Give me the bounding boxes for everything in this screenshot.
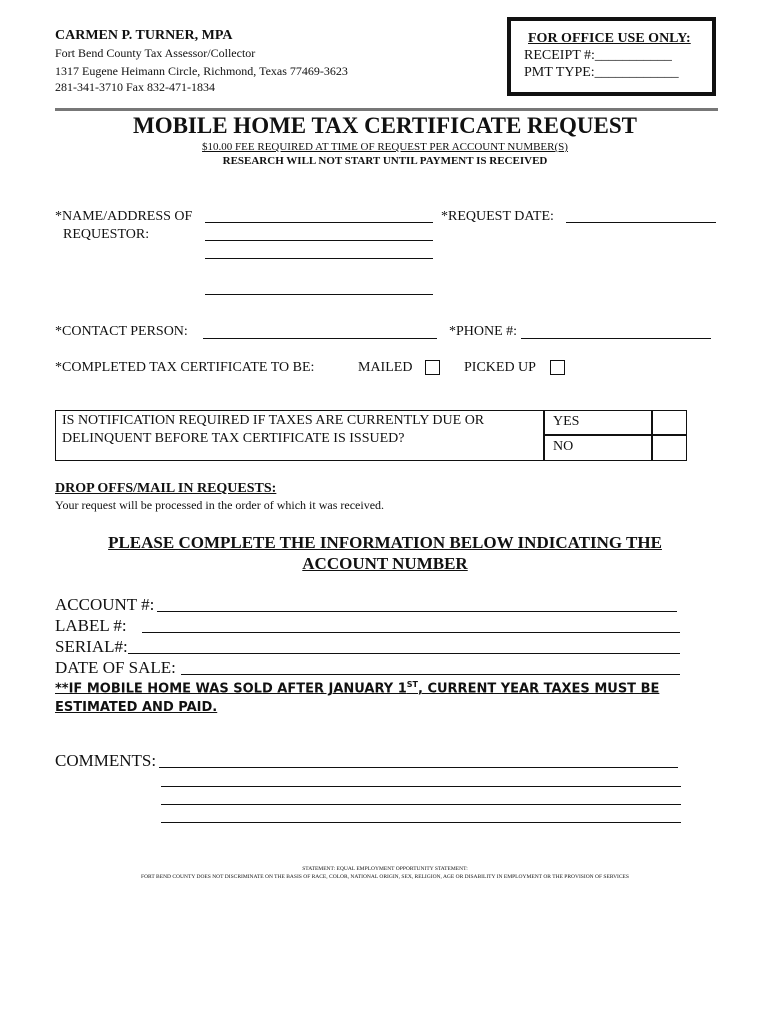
tax-warning-superscript: ST (406, 680, 418, 689)
comments-field-3[interactable] (161, 804, 681, 805)
account-number-field[interactable] (157, 611, 677, 612)
request-date-field[interactable] (566, 222, 716, 223)
receipt-label: RECEIPT #: (524, 48, 595, 63)
account-section-heading-1: PLEASE COMPLETE THE INFORMATION BELOW INDICATING THE (108, 533, 662, 552)
comments-field-1[interactable] (159, 767, 678, 768)
office-address: 1317 Eugene Heimann Circle, Richmond, Texas 77469-3623 (55, 64, 348, 78)
name-address-field-4[interactable] (205, 294, 433, 295)
contact-person-field[interactable] (203, 338, 437, 339)
tax-warning-line2: ESTIMATED AND PAID. (55, 700, 218, 715)
assessor-name: CARMEN P. TURNER, MPA (55, 28, 233, 43)
notification-question-cell (55, 410, 545, 461)
phone-label: *PHONE #: (449, 324, 518, 339)
completed-certificate-label: *COMPLETED TAX CERTIFICATE TO BE: (55, 360, 315, 375)
tax-warning-line1 (55, 680, 659, 696)
date-of-sale-label: DATE OF SALE: (55, 658, 176, 677)
label-number-label: LABEL #: (55, 616, 127, 635)
pmt-type-label: PMT TYPE: (524, 65, 595, 80)
no-label: NO (553, 439, 574, 454)
picked-up-checkbox[interactable] (550, 360, 565, 375)
name-address-field-2[interactable] (205, 240, 433, 241)
comments-field-4[interactable] (161, 822, 681, 823)
name-address-field-1[interactable] (205, 222, 433, 223)
form-title: MOBILE HOME TAX CERTIFICATE REQUEST (132, 113, 637, 138)
no-checkbox-cell[interactable] (651, 434, 687, 461)
eeo-statement-text: FORT BEND COUNTY DOES NOT DISCRIMINATE ON THE BASIS OF RACE, COLOR, NATIONAL ORIGIN, SEX, RELIGION, AGE OR DISABILITY IN EMPLOYMENT OR THE PROVISION OF SERVICES (141, 874, 629, 880)
notification-question-line2: DELINQUENT BEFORE TAX CERTIFICATE IS ISSUED? (62, 431, 405, 446)
mailed-label: MAILED (358, 360, 413, 375)
comments-label: COMMENTS: (55, 751, 157, 770)
picked-up-label: PICKED UP (464, 360, 536, 375)
receipt-blank: ___________ (594, 48, 672, 63)
name-address-field-3[interactable] (205, 258, 433, 259)
name-address-label: *NAME/ADDRESS OF (55, 209, 193, 224)
tax-warning-part1: **IF MOBILE HOME WAS SOLD AFTER JANUARY 1 (55, 681, 407, 697)
date-of-sale-field[interactable] (181, 674, 680, 675)
request-date-label: *REQUEST DATE: (441, 209, 554, 224)
serial-number-field[interactable] (128, 653, 680, 654)
yes-checkbox-cell[interactable] (651, 410, 687, 436)
label-number-field[interactable] (142, 632, 680, 633)
pmt-type-field[interactable] (524, 65, 679, 81)
mailed-checkbox[interactable] (425, 360, 440, 375)
contact-person-label: *CONTACT PERSON: (55, 324, 188, 339)
receipt-field[interactable] (524, 48, 672, 64)
yes-label-cell (543, 410, 653, 436)
yes-label: YES (553, 414, 580, 429)
header-divider (55, 108, 718, 111)
office-phones: 281-341-3710 Fax 832-471-1834 (55, 80, 215, 94)
fee-note: $10.00 FEE REQUIRED AT TIME OF REQUEST PER ACCOUNT NUMBER(S) (202, 141, 568, 153)
research-note: RESEARCH WILL NOT START UNTIL PAYMENT IS RECEIVED (222, 155, 548, 167)
office-title: Fort Bend County Tax Assessor/Collector (55, 46, 256, 60)
account-number-label: ACCOUNT #: (55, 595, 155, 614)
tax-warning-part2: , CURRENT YEAR TAXES MUST BE (417, 681, 660, 697)
drop-offs-heading: DROP OFFS/MAIL IN REQUESTS: (55, 481, 277, 496)
office-use-box (507, 17, 716, 96)
pmt-type-blank: ____________ (594, 65, 679, 80)
requestor-label: REQUESTOR: (63, 227, 150, 242)
comments-field-2[interactable] (161, 786, 681, 787)
office-use-title: FOR OFFICE USE ONLY: (528, 31, 691, 46)
notification-question-line1: IS NOTIFICATION REQUIRED IF TAXES ARE CURRENTLY DUE OR (62, 413, 485, 428)
account-section-heading-2: ACCOUNT NUMBER (302, 554, 468, 573)
phone-field[interactable] (521, 338, 711, 339)
eeo-statement-title: STATEMENT: EQUAL EMPLOYMENT OPPORTUNITY STATEMENT: (302, 866, 468, 872)
drop-offs-text: Your request will be processed in the order of which it was received. (55, 498, 385, 512)
serial-number-label: SERIAL#: (55, 637, 128, 656)
no-label-cell (543, 434, 653, 461)
